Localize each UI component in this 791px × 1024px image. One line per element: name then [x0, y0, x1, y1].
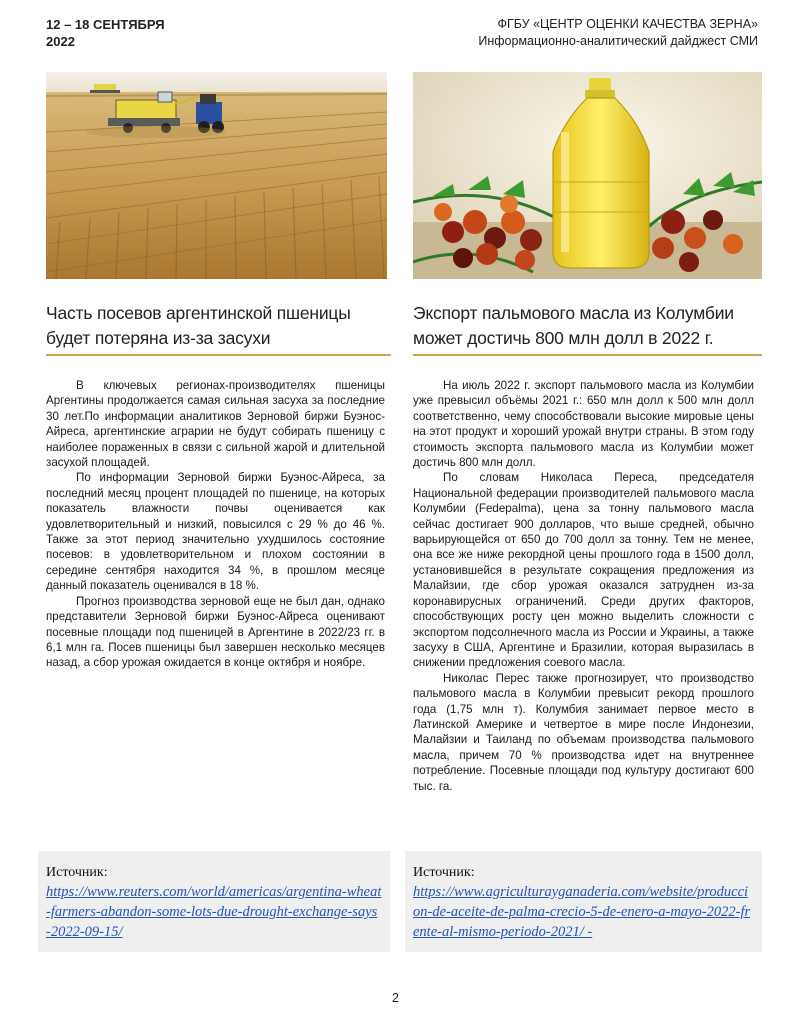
source-label: Источник:	[46, 865, 108, 880]
article-paragraph: По информации Зерновой биржи Буэнос-Айреса, за последний месяц процент площадей по пшенице, на которых показатель влажности почвы оценивается как удовлетворительный и низкий, повысился с 29 % до 46 %. Также за этот период значительно ухудшилось состояние посевов: в удовлетворительном и плохом состоянии в середине сентября находится 34 %, в прошлом месяце данный показатель оценивался в 18 %.	[46, 471, 385, 593]
article-paragraph: Николас Перес также прогнозирует, что производство пальмового масла в Колумбии превысит рекорд прошлого года (1,75 млн т). Колумбия занимает первое место в Латинской Америке и четвертое в мире после Индонезии, Малайзии и Таиланд по объемам производства пальмового масла, причем 70 % производства идет на внутреннее потребление. Посевные площади под культуру достигают 600 тыс. га.	[413, 671, 754, 793]
source-box-wheat	[38, 851, 390, 952]
digest-subtitle: Информационно-аналитический дайджест СМИ	[478, 34, 758, 48]
issue-dates	[46, 16, 165, 50]
wheat-harvest-photo	[46, 72, 387, 279]
article-paragraph: По словам Николаса Переса, председателя Национальной федерации производителей пальмового масла Колумбии (Fedepalma), цена за тонну пальмового масла сейчас достигает 900 долларов, что выше средней, обычно варьирующейся от 650 до 700 долл за тонну. Тем не менее, она все же ниже рекордной цены прошлого года в 1500 долл, установившейся в результате сокращения предложения из Малайзии, где сбор урожая оказался затруднен из-за коронавирусных ограничений. Среди других факторов, способствующих росту цен можно выделить сложности с экспортом подсолнечного масла из России и Украины, а также засуху в США, Аргентине и Бразилии, которая выразилась в снижении предложения соевого масла.	[413, 471, 754, 670]
source-link[interactable]: https://www.agriculturayganaderia.com/website/produccion-de-aceite-de-palma-crecio-5-de-enero-a-mayo-2022-frente-al-mismo-periodo-2021/ -	[413, 884, 751, 940]
source-label: Источник:	[413, 865, 475, 880]
article-headline-wheat	[46, 301, 391, 351]
headline-divider	[413, 354, 762, 356]
article-body-wheat	[46, 378, 385, 671]
headline-line: Экспорт пальмового масла из Колумбии	[413, 303, 734, 323]
headline-divider	[46, 354, 391, 356]
article-paragraph: Прогноз производства зерновой еще не был дан, однако представители Зерновой биржи Буэнос-Айреса оценивают посевные площади под пшеницей в Аргентине в 2022/23 гг. в 6,1 млн га. Посев пшеницы был завершен несколько месяцев назад, а сбор урожая ожидается в конце октября и ноябре.	[46, 594, 385, 670]
headline-line: будет потеряна из-за засухи	[46, 328, 271, 348]
issue-date-range: 12 – 18 СЕНТЯБРЯ	[46, 17, 165, 32]
publisher-block	[478, 16, 758, 50]
article-paragraph: На июль 2022 г. экспорт пальмового масла из Колумбии уже превысил объёмы 2021 г.: 650 млн долл к 500 млн долл соответственно, чему способствовали высокие мировые цены на этот продукт и хороший урожай внутри страны. В этом году стоимость экспорта пальмового масла из Колумбии может достичь 800 млн долл.	[413, 379, 754, 470]
article-headline-palm-oil	[413, 301, 762, 351]
issue-year: 2022	[46, 34, 75, 49]
palm-oil-bottle-photo	[413, 72, 762, 279]
headline-line: может достичь 800 млн долл в 2022 г.	[413, 328, 714, 348]
page-number: 2	[392, 991, 399, 1005]
source-box-palm-oil	[405, 851, 762, 952]
source-link[interactable]: https://www.reuters.com/world/americas/argentina-wheat-farmers-abandon-some-lots-due-drought-exchange-says-2022-09-15/	[46, 884, 382, 940]
article-body-palm-oil	[413, 378, 754, 794]
headline-line: Часть посевов аргентинской пшеницы	[46, 303, 351, 323]
publisher-name: ФГБУ «ЦЕНТР ОЦЕНКИ КАЧЕСТВА ЗЕРНА»	[497, 17, 758, 31]
article-paragraph: В ключевых регионах-производителях пшеницы Аргентины продолжается самая сильная засуха за последние 30 лет.По информации аналитиков Зерновой биржи Буэнос-Айреса, аргентинские аграрии не будут собирать пшеницу с наиболее пораженных в связи с сильной жарой и длительной засухой площадей.	[46, 379, 385, 470]
